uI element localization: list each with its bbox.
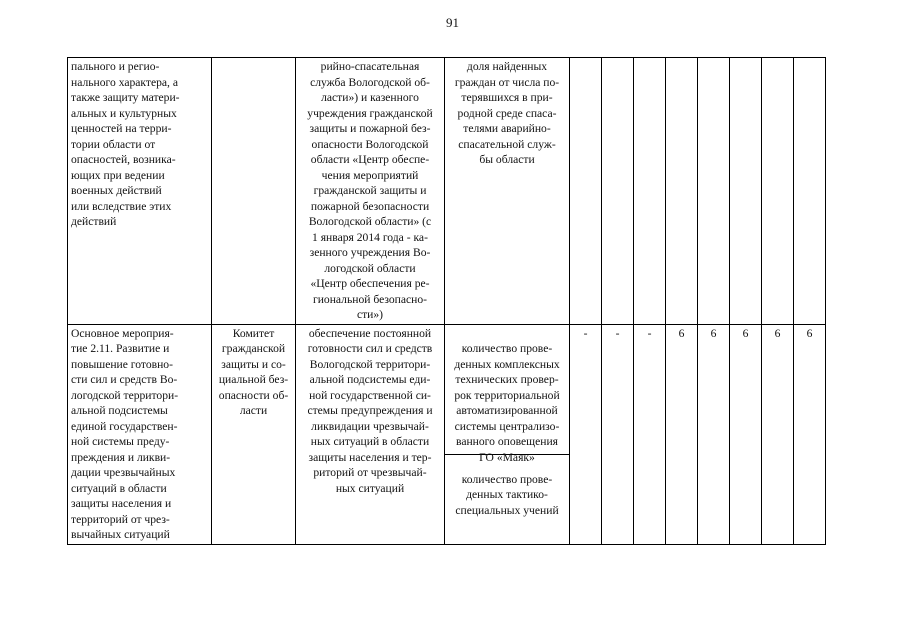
- indicator-exercises: количество прове- денных тактико- специальных учений: [455, 472, 559, 517]
- value-cell: [634, 58, 666, 325]
- value-cell: [698, 58, 730, 325]
- event-cell: пального и регио- нального характера, а также защиту матери- альных и культурных ценностей на терри- тории области от опасностей, возника- ющих при ведении военных действий или вследствие этих действий: [68, 58, 212, 325]
- executor-cell: Комитет гражданской защиты и со- циальной без- опасности об- ласти: [212, 324, 296, 544]
- executor-cell: [212, 58, 296, 325]
- value-cell: 6: [762, 324, 794, 544]
- table-row-continued: [68, 58, 826, 325]
- value-cell: -: [602, 324, 634, 544]
- value-cell: 6: [794, 324, 826, 544]
- result-cell: обеспечение постоянной готовности сил и средств Вологодской территори- альной подсистемы еди- ной государственной си- стемы предупреждения и ликвидации чрезвычай- ных ситуаций в области защиты населения и тер- риторий от чрезвычай- ных ситуаций: [296, 324, 445, 544]
- program-table: [67, 57, 826, 545]
- value-cell: 6: [698, 324, 730, 544]
- result-cell: рийно-спасательная служба Вологодской об- ласти») и казенного учреждения гражданской защиты и пожарной без- опасности Вологодской области «Центр обеспе- чения мероприятий гражданской защиты и пожарной безопасности Вологодской области» (с 1 января 2014 года - ка- зенного учреждения Во- логодской области «Центр обеспечения ре- гиональной безопасно- сти»): [296, 58, 445, 325]
- value-cell: -: [634, 324, 666, 544]
- value-cell: 6: [730, 324, 762, 544]
- indicator-checks: количество прове- денных комплексных технических провер- рок территориальной автоматизированной системы централизо- ванного оповещения ГО «Маяк»: [445, 340, 569, 455]
- page-number: 91: [446, 15, 459, 30]
- value-cell: [666, 58, 698, 325]
- value-cell: [794, 58, 826, 325]
- indicator-cell: доля найденных граждан от числа по- терявшихся в при- родной среде спаса- телями аварийно- спасательной служ- бы области: [445, 58, 570, 325]
- event-cell: Основное мероприя- тие 2.11. Развитие и повышение готовно- сти сил и средств Во- логодской территори- альной подсистемы единой государствен- ной системы преду- преждения и ликви- дации чрезвычайных ситуаций в области защиты населения и территорий от чрез- вычайных ситуаций: [68, 324, 212, 544]
- value-cell: [762, 58, 794, 325]
- value-cell: [602, 58, 634, 325]
- value-cell: 6: [666, 324, 698, 544]
- value-cell: -: [570, 324, 602, 544]
- indicator-cell: [445, 324, 570, 544]
- value-cell: [570, 58, 602, 325]
- value-cell: [730, 58, 762, 325]
- table-row-2-11: [68, 324, 826, 544]
